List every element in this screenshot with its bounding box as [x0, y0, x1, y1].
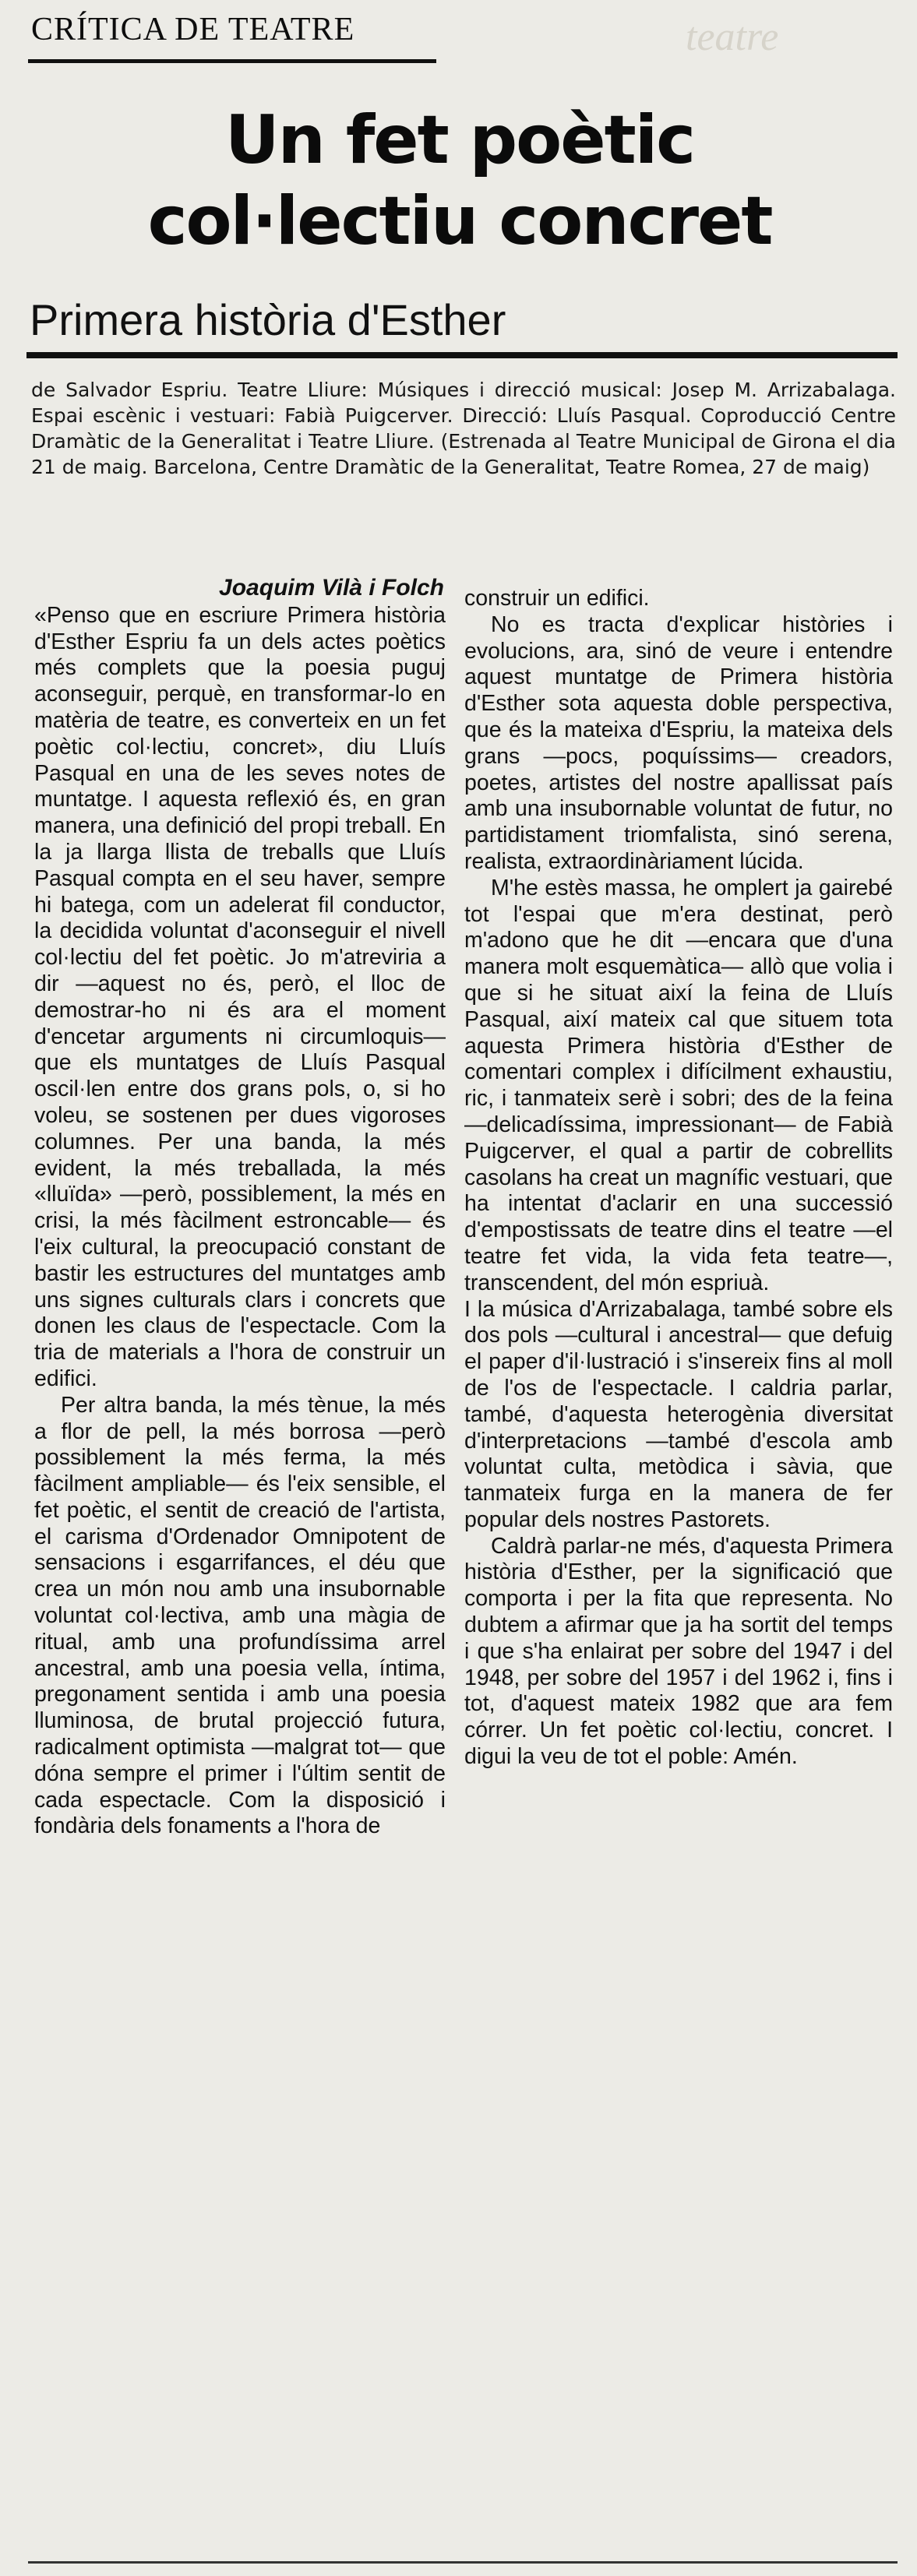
paragraph: I la música d'Arrizabalaga, també sobre els dos pols —cultural i ancestral— que defuig el paper d'il·lustració i s'insereix fins al moll de l'os de l'espectacle. I caldria parlar, també, d'aquesta heterogènia diversitat d'interpretacions —també d'escola amb voluntat culta, metòdica i sàvia, que tanmateix furga en la manera de fer popular dels nostres Pastorets. [464, 1296, 893, 1532]
byline: Joaquim Vilà i Folch [219, 575, 444, 601]
subtitle: Primera història d'Esther [30, 295, 506, 344]
paragraph: Caldrà parlar-ne més, d'aquesta Primera història d'Esther, per la significació que comporta i per la fita que representa. No dubtem a afirmar que ja ha sortit del temps i que s'ha enlairat per sobre del 1947 i del 1948, per sobre del 1957 i del 1962 i, fins i tot, d'aquest mateix 1982 que ara fem córrer. Un fet poètic col·lectiu, concret. I digui la veu de tot el poble: Amén. [464, 1533, 893, 1770]
section-rule [28, 59, 436, 63]
paragraph: M'he estès massa, he omplert ja gairebé tot l'espai que m'era destinat, però m'adono que he dit —encara que d'una manera molt esquemàtica— allò que volia i que si he situat així la feina de Lluís Pasqual, així mateix cal que situem tota aquesta Primera història d'Esther de comentari complex i difícilment exhaustiu, ric, i tanmateix serè i sobri; des de la feina —delicadíssima, impressionant— de Fabià Puigcerver, el qual a partir de cobrellits casolans ha creat un magnífic vestuari, que ha intentat d'aclarir en una successió d'empostissats de teatre dins el teatre —el teatre fet vida, la vida feta teatre—, transcendent, del món espriuà. [464, 875, 893, 1295]
article-column-right [464, 586, 893, 1771]
paragraph: construir un edifici. [464, 586, 650, 611]
headline [31, 100, 888, 262]
section-label: CRÍTICA DE TEATRE [31, 12, 355, 48]
paragraph: Per altra banda, la més tènue, la més a flor de pell, la més borrosa —però possiblement la més ferma, la més fàcilment ampliable— és l'eix sensible, el fet poètic, el sentit de creació de l'artista, el carisma d'Ordenador Omnipotent de sensacions i esgarrifances, el déu que crea un món nou amb una insubornable voluntat col·lectiva, amb una màgia de ritual, amb una profundíssima arrel ancestral, amb una poesia vella, íntima, pregonament sentida i amb una poesia lluminosa, de brutal projecció futura, radicalment optimista —malgrat tot— que dóna sempre el primer i l'últim sentit de cada espectacle. Com la disposició i fondària dels fonaments a l'hora de [34, 1392, 446, 1839]
paragraph: No es tracta d'explicar històries i evolucions, ara, sinó de veure i entendre aquest muntatge de Primera història d'Esther sota aquesta doble perspectiva, que és la mateixa d'Espriu, la mateixa dels grans —pocs, poquíssims— creadors, poetes, artistes del nostre apallissat país amb una insubornable voluntat de futur, no partidistament triomfalista, sinó serena, realista, extraordinàriament lúcida. [464, 611, 893, 874]
article-column-left [34, 562, 446, 1840]
paragraph: «Penso que en escriure Primera història d'Esther Espriu fa un dels actes poètics més complets que la poesia puguj aconseguir, perquè, en transformar-lo en matèria de teatre, es converteix en un fet poètic col·lectiu, concret», diu Lluís Pasqual en una de les seves notes de muntatge. I aquesta reflexió és, en gran manera, una definició del propi treball. En la ja llarga llista de treballs que Lluís Pasqual compta en el seu haver, sempre hi batega, com un adelerat fil conductor, la decidida voluntat d'aconseguir el nivell col·lectiu del fet poètic. Jo m'atreviria a dir —aquest no és, però, el lloc de demostrar-ho ni és ara el moment d'encetar arguments ni circumloquis— que els muntatges de Lluís Pasqual oscil·len entre dos grans pols, o, si ho voleu, se sostenen per dues vigoroses columnes. Per una banda, la més evident, la més treballada, la més «lluïda» —però, possiblement, la més en crisi, la més fàcilment estroncable— és l'eix cultural, la preocupació constant de bastir les estructures del muntatges amb uns signes culturals clars i concrets que donen les claus de l'espectacle. Com la tria de materials a l'hora de construir un edifici. [34, 602, 446, 1391]
headline-line-2: col·lectiu concret [147, 182, 772, 260]
production-credits: de Salvador Espriu. Teatre Lliure: Músiques i direcció musical: Josep M. Arrizabalaga. Espai escènic i vestuari: Fabià Puigcerver. Direcció: Lluís Pasqual. Coproducció Centre Dramàtic de la Generalitat i Teatre Lliure. (Estrenada al Teatre Municipal de Girona el dia 21 de maig. Barcelona, Centre Dramàtic de la Generalitat, Teatre Romea, 27 de maig) [31, 379, 896, 478]
bottom-rule [28, 2561, 898, 2564]
bleed-through-text: teatre [686, 15, 779, 59]
headline-line-1: Un fet poètic [224, 101, 695, 179]
title-rule [26, 352, 898, 358]
